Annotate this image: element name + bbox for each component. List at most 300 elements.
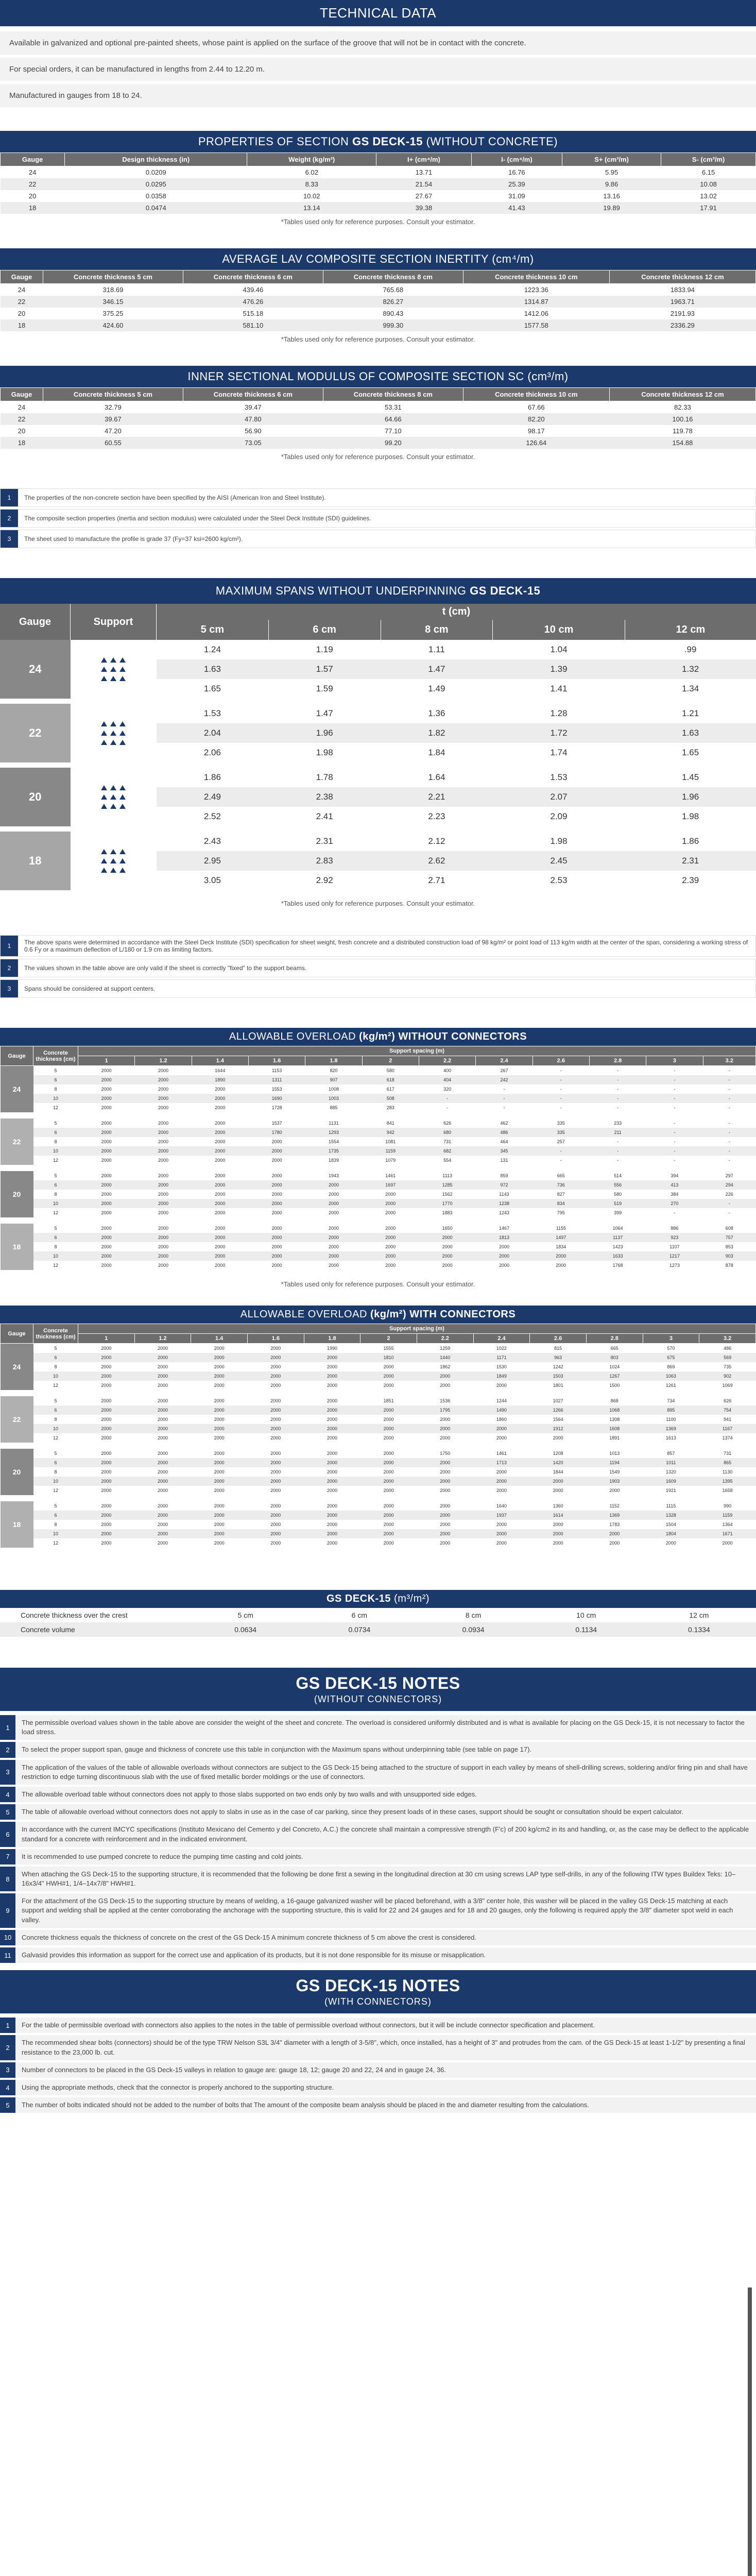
span-cell: 1.11 xyxy=(381,640,493,659)
overload-cell: 2000 xyxy=(215,1121,226,1126)
spacing-col: 3 xyxy=(646,1056,703,1066)
overload-cell: 1208 xyxy=(553,1451,563,1456)
list-number: 3 xyxy=(1,980,18,997)
table-cell: 39.47 xyxy=(245,403,262,411)
overload-cell: 2000 xyxy=(135,1180,192,1190)
note-item xyxy=(0,2097,756,2115)
gauge-cell: 18 xyxy=(0,832,71,890)
spacer-row xyxy=(1,1390,756,1396)
note-number: 5 xyxy=(0,2097,15,2113)
overload-cell: 868 xyxy=(610,1398,618,1403)
overload-cell: 941 xyxy=(724,1417,732,1422)
support-triangle-icon xyxy=(119,667,126,672)
overload-cell: 242 xyxy=(476,1075,532,1084)
span-cell: 2.09 xyxy=(493,807,625,826)
note-number: 5 xyxy=(0,1804,15,1820)
overload-cell: 2000 xyxy=(101,1068,112,1073)
overload-cell: 2000 xyxy=(191,1529,248,1538)
overload-cell: - xyxy=(728,1121,730,1126)
overload-cell: 865 xyxy=(699,1458,756,1467)
ov2-gauge-header: Gauge xyxy=(1,1324,33,1344)
overload-cell: 2000 xyxy=(101,1244,112,1249)
overload-cell: 2000 xyxy=(271,1263,282,1268)
support-cell xyxy=(71,640,157,699)
overload-cell: 2000 xyxy=(327,1503,337,1509)
overload-cell: 1713 xyxy=(473,1458,530,1467)
overload-cell: 2000 xyxy=(191,1511,248,1520)
table-cell: 9.86 xyxy=(562,178,661,190)
overload-cell: 10 xyxy=(33,1146,78,1156)
overload-cell: - xyxy=(503,1087,505,1092)
gauge-cell: 22 xyxy=(1,1396,33,1443)
overload-cell: 2000 xyxy=(215,1226,226,1231)
table-cell: 77.10 xyxy=(385,427,402,435)
note-item xyxy=(0,2035,756,2062)
spacer-row xyxy=(1,1165,756,1171)
overload-cell: 2000 xyxy=(101,1383,112,1388)
overload-cell: 10 xyxy=(33,1251,78,1261)
overload-cell: 1633 xyxy=(589,1251,646,1261)
spacer-row xyxy=(0,699,756,704)
overload-cell: 2000 xyxy=(383,1469,394,1475)
table-row xyxy=(0,768,756,787)
overload-cell: 2000 xyxy=(304,1458,360,1467)
overload-cell: 907 xyxy=(305,1075,362,1084)
table-cell: 581.10 xyxy=(183,319,323,331)
table-cell: 18 xyxy=(1,319,43,331)
overload-cell: - xyxy=(728,1139,730,1144)
overload-cell: 2000 xyxy=(362,1233,419,1242)
overload-cell: 2000 xyxy=(158,1210,168,1215)
overload-cell: 1008 xyxy=(328,1087,339,1092)
note-number: 2 xyxy=(0,2035,15,2060)
gauge-cell: 24 xyxy=(1,1066,33,1113)
overload-cell: 2000 xyxy=(304,1371,360,1381)
span-cell: 1.36 xyxy=(381,704,493,723)
overload-cell: 626 xyxy=(443,1121,452,1126)
overload-cell: 2000 xyxy=(101,1121,112,1126)
table-cell: 1577.58 xyxy=(463,319,609,331)
spacer-cell xyxy=(1,1443,756,1449)
overload-cell: 2000 xyxy=(304,1529,360,1538)
overload-cell: 2000 xyxy=(157,1540,168,1546)
overload-cell: 2000 xyxy=(135,1094,192,1103)
overload-cell: 2000 xyxy=(417,1371,473,1381)
overload-cell: 1795 xyxy=(417,1405,473,1415)
modulus-header: Concrete thickness 5 cm xyxy=(43,388,183,401)
overload-cell: 226 xyxy=(725,1192,733,1197)
overload-cell: 1461 xyxy=(496,1451,507,1456)
spacing-col: 1.4 xyxy=(191,1334,248,1344)
overload-cell: - xyxy=(674,1105,676,1110)
note-text: To select the proper support span, gauge and thickness of concrete use this table in conjunction with the Maximum spans without underpinning table (see table on page 17). xyxy=(22,1745,532,1754)
support-triangle-icon xyxy=(110,731,116,736)
overload-cell: 2000 xyxy=(215,1087,226,1092)
overload-cell: 1360 xyxy=(553,1503,563,1509)
span-cell: 1.86 xyxy=(157,768,269,787)
overload-cell: - xyxy=(476,1094,532,1103)
table-cell: 82.20 xyxy=(463,413,609,425)
properties-table xyxy=(0,152,756,214)
table-row xyxy=(1,1344,756,1353)
overload-cell: 2000 xyxy=(440,1488,451,1493)
overload-cell: 1503 xyxy=(530,1371,587,1381)
overload-cell: 2000 xyxy=(270,1451,281,1456)
overload-cell: 1728 xyxy=(271,1105,282,1110)
overload-cell: 2000 xyxy=(135,1128,192,1137)
spacing-col: 1 xyxy=(78,1334,135,1344)
table-row xyxy=(1,1103,756,1112)
overload-cell: - xyxy=(728,1105,730,1110)
list-text: The sheet used to manufacture the profile is grade 37 (Fy=37 ksi=2600 kg/cm²). xyxy=(24,535,243,543)
volume-cell: 8 cm xyxy=(465,1611,482,1619)
table-cell: 318.69 xyxy=(102,286,124,294)
overload-cell: 2000 xyxy=(214,1522,225,1527)
overload-cell: - xyxy=(703,1094,755,1103)
overload-cell: 2000 xyxy=(383,1488,394,1493)
overload-cell: 2000 xyxy=(78,1529,135,1538)
overload-cell: 2000 xyxy=(530,1477,587,1486)
support-triangle-icon xyxy=(119,676,126,681)
overload-cell: 2000 xyxy=(157,1451,168,1456)
span-cell: 2.06 xyxy=(157,743,269,762)
inertia-header: Concrete thickness 8 cm xyxy=(323,270,463,284)
overload-cell: 2000 xyxy=(214,1417,225,1422)
overload-cell: - xyxy=(617,1105,619,1110)
table-cell: 1833.94 xyxy=(670,286,695,294)
overload-cell: 1562 xyxy=(442,1192,453,1197)
overload-cell: 10 xyxy=(33,1424,78,1433)
spacer-cell xyxy=(1,1495,756,1501)
overload-cell: 2000 xyxy=(383,1503,394,1509)
note-item xyxy=(0,1715,756,1742)
spacing-col: 2.8 xyxy=(589,1056,646,1066)
overload-cell: 902 xyxy=(699,1371,756,1381)
overload-cell: 1903 xyxy=(586,1477,643,1486)
support-row-icon xyxy=(101,721,126,726)
overload-cell: 2000 xyxy=(440,1417,451,1422)
overload-cell: 1891 xyxy=(609,1435,620,1440)
overload-cell: 1167 xyxy=(699,1424,756,1433)
span-cell: 1.49 xyxy=(381,679,493,699)
overload-cell: 2000 xyxy=(134,1511,191,1520)
span-cell: 1.28 xyxy=(493,704,625,723)
overload-cell: 8 xyxy=(54,1192,57,1197)
inertia-footnote: *Tables used only for reference purposes. Consult your estimator. xyxy=(281,335,475,343)
spacing-col: 2.2 xyxy=(419,1056,475,1066)
span-cell: 2.45 xyxy=(493,851,625,871)
overload-cell: 10 xyxy=(33,1199,78,1208)
spacing-col: 2.6 xyxy=(532,1056,589,1066)
support-diagram-icon xyxy=(71,849,157,873)
overload-cell: 1440 xyxy=(417,1353,473,1362)
overload-cell: 2000 xyxy=(158,1244,168,1249)
spacing-col: 1.6 xyxy=(247,1334,304,1344)
span-cell: 2.62 xyxy=(381,851,493,871)
support-triangle-icon xyxy=(119,657,126,663)
overload-cell: 2000 xyxy=(270,1540,281,1546)
table-row xyxy=(1,1261,756,1270)
spans-support-header: Support xyxy=(71,604,157,640)
properties-header: I- (cm⁴/m) xyxy=(471,153,562,166)
spacer-row xyxy=(0,890,756,895)
overload-cell: 1750 xyxy=(440,1451,451,1456)
modulus-header: Concrete thickness 12 cm xyxy=(609,388,755,401)
overload-cell: 12 xyxy=(53,1435,58,1440)
overload-cell: - xyxy=(419,1094,475,1103)
support-cell xyxy=(71,832,157,890)
overload-cell: 556 xyxy=(589,1180,646,1190)
overload-cell: 2000 xyxy=(157,1417,168,1422)
gauge-cell: 20 xyxy=(1,1171,33,1217)
overload-cell: 8 xyxy=(54,1244,57,1249)
note-text: Concrete thickness equals the thickness of concrete on the crest of the GS Deck-15 A minimum concrete thickness of 5 cm above the crest is considered. xyxy=(22,1933,476,1941)
note-text: The table of allowable overload without connectors does not apply to slabs in use as in the case of car parking, since they present loads of in these cases, support should be sought or consultation should be expert calculator. xyxy=(22,1808,683,1816)
overload-cell: 1244 xyxy=(496,1398,507,1403)
gauge-cell: 18 xyxy=(1,1224,33,1270)
overload-cell: 2000 xyxy=(247,1477,304,1486)
table-row xyxy=(1,1405,756,1415)
support-cell xyxy=(71,768,157,826)
table-cell: 60.55 xyxy=(43,437,183,449)
properties-header: S- (cm³/m) xyxy=(661,153,756,166)
overload-cell: 1671 xyxy=(699,1529,756,1538)
overload-cell: 1697 xyxy=(362,1180,419,1190)
overload-cell: 5 xyxy=(54,1398,57,1403)
overload-cell: 570 xyxy=(667,1346,675,1351)
table-row xyxy=(1,190,756,202)
table-cell: 22 xyxy=(1,413,43,425)
overload-cell: 1768 xyxy=(612,1263,623,1268)
table-cell: 765.68 xyxy=(383,286,404,294)
spacer-row xyxy=(1,1112,756,1118)
overload-cell: 2000 xyxy=(328,1192,339,1197)
technical-notes xyxy=(0,31,756,110)
table-row xyxy=(1,1538,756,1548)
overload-cell: 2000 xyxy=(383,1383,394,1388)
table-row xyxy=(1,1477,756,1486)
overload-cell: - xyxy=(617,1068,619,1073)
spacer-row xyxy=(0,826,756,832)
table-row xyxy=(1,1208,756,1217)
overload-cell: 2000 xyxy=(157,1488,168,1493)
table-cell: 98.17 xyxy=(528,427,545,435)
overload-cell: 2000 xyxy=(442,1244,453,1249)
table-row xyxy=(1,1529,756,1538)
table-cell: 24 xyxy=(18,286,26,294)
overload-cell: 10 xyxy=(33,1371,78,1381)
list-item xyxy=(0,979,756,998)
table-cell: 0.0295 xyxy=(65,178,247,190)
overload-cell: 815 xyxy=(554,1346,562,1351)
technical-note: Manufactured in gauges from 18 to 24. xyxy=(0,84,756,110)
span-cell: 1.64 xyxy=(381,768,493,787)
overload-cell: 1285 xyxy=(419,1180,475,1190)
overload-cell: 2000 xyxy=(101,1540,112,1546)
note-item xyxy=(0,1930,756,1947)
overload-cell: 1273 xyxy=(669,1263,680,1268)
note-number: 7 xyxy=(0,1849,15,1865)
overload-cell: 8 xyxy=(54,1139,57,1144)
overload-cell: 5 xyxy=(54,1451,57,1456)
support-diagram-icon xyxy=(71,721,157,745)
table-row xyxy=(0,704,756,723)
overload-with-table xyxy=(0,1324,756,1554)
table-row xyxy=(1,1224,756,1233)
table-row xyxy=(1,319,756,331)
overload-cell: 1849 xyxy=(473,1371,530,1381)
table-cell: 20 xyxy=(28,192,37,200)
overload-cell: 2000 xyxy=(192,1251,248,1261)
spans-t-col: 12 cm xyxy=(625,620,756,640)
overload-cell: 2000 xyxy=(214,1398,225,1403)
span-cell: 1.63 xyxy=(157,659,269,679)
overload-cell: 2000 xyxy=(383,1435,394,1440)
overload-with-title: ALLOWABLE OVERLOAD (kg/m²) WITH CONNECTORS xyxy=(0,1306,756,1324)
table-cell: 1314.87 xyxy=(463,296,609,308)
table-cell: 19.89 xyxy=(562,202,661,214)
overload-cell: 618 xyxy=(362,1075,419,1084)
overload-cell: - xyxy=(617,1139,619,1144)
overload-cell: 2000 xyxy=(270,1364,281,1369)
overload-cell: 2000 xyxy=(158,1226,168,1231)
overload-cell: - xyxy=(728,1087,730,1092)
spans-t-col: 5 cm xyxy=(157,620,269,640)
overload-cell: 757 xyxy=(703,1233,755,1242)
overload-cell: 2000 xyxy=(191,1424,248,1433)
overload-cell: 885 xyxy=(330,1105,338,1110)
table-row xyxy=(1,284,756,296)
overload-cell: 508 xyxy=(362,1094,419,1103)
table-cell: 100.16 xyxy=(609,413,755,425)
overload-cell: 2000 xyxy=(214,1488,225,1493)
table-row xyxy=(1,1433,756,1443)
table-cell: 999.30 xyxy=(323,319,463,331)
overload-cell: 404 xyxy=(419,1075,475,1084)
spacer-row xyxy=(0,762,756,768)
overload-cell: 12 xyxy=(53,1210,58,1215)
ov1-thick-header: Concrete thickness (cm) xyxy=(33,1046,78,1066)
table-cell: 47.20 xyxy=(105,427,122,435)
note-text: Using the appropriate methods, check that the connector is properly anchored to the supporting structure. xyxy=(22,2083,334,2091)
table-row xyxy=(1,1362,756,1371)
overload-cell: 820 xyxy=(330,1068,338,1073)
support-triangle-icon xyxy=(110,849,116,854)
support-diagram-icon xyxy=(71,657,157,681)
overload-cell: 1243 xyxy=(499,1210,509,1215)
overload-cell: 834 xyxy=(532,1199,589,1208)
inertia-header: Concrete thickness 6 cm xyxy=(183,270,323,284)
spacing-col: 3 xyxy=(643,1334,699,1344)
support-triangle-icon xyxy=(119,868,126,873)
table-cell: 10.02 xyxy=(303,192,320,200)
table-row xyxy=(1,1128,756,1137)
overload-cell: - xyxy=(703,1199,755,1208)
overload-cell: 1943 xyxy=(328,1173,339,1178)
overload-cell: 12 xyxy=(53,1540,58,1546)
overload-cell: 795 xyxy=(557,1210,565,1215)
overload-cell: 384 xyxy=(671,1192,679,1197)
overload-cell: 2000 xyxy=(135,1251,192,1261)
overload-cell: 2000 xyxy=(101,1364,112,1369)
note-number: 6 xyxy=(0,1822,15,1846)
overload-cell: - xyxy=(646,1128,703,1137)
overload-cell: 2000 xyxy=(158,1105,168,1110)
overload-cell: 2000 xyxy=(101,1087,112,1092)
overload-cell: 2000 xyxy=(101,1105,112,1110)
overload-cell: 2000 xyxy=(214,1346,225,1351)
overload-cell: 8 xyxy=(54,1087,57,1092)
overload-cell: 2000 xyxy=(78,1094,135,1103)
inertia-title: AVERAGE LAV COMPOSITE SECTION INERTITY (cm⁴/m) xyxy=(0,248,756,270)
note-number: 10 xyxy=(0,1930,15,1945)
overload-without-table xyxy=(0,1046,756,1276)
overload-cell: 2000 xyxy=(271,1192,282,1197)
overload-cell: - xyxy=(674,1087,676,1092)
overload-cell: 1143 xyxy=(499,1192,509,1197)
modulus-table xyxy=(0,387,756,449)
overload-cell: 2000 xyxy=(305,1251,362,1261)
overload-cell: 2000 xyxy=(214,1503,225,1509)
overload-cell: 2000 xyxy=(327,1488,337,1493)
overload-cell: 2000 xyxy=(327,1469,337,1475)
overload-cell: - xyxy=(589,1075,646,1084)
spacing-col: 1 xyxy=(78,1056,135,1066)
overload-cell: 2000 xyxy=(101,1263,112,1268)
overload-without-footnote: *Tables used only for reference purposes. Consult your estimator. xyxy=(281,1280,475,1288)
span-cell: 1.78 xyxy=(268,768,381,787)
span-cell: 1.65 xyxy=(625,743,756,762)
overload-cell: - xyxy=(703,1146,755,1156)
overload-cell: 1081 xyxy=(385,1139,396,1144)
spacing-col: 1.4 xyxy=(192,1056,248,1066)
span-cell: 2.52 xyxy=(157,807,269,826)
table-row xyxy=(1,1486,756,1495)
spacer-cell xyxy=(1,1165,756,1171)
overload-cell: 1328 xyxy=(643,1511,699,1520)
overload-cell: 2000 xyxy=(496,1522,507,1527)
overload-cell: 1613 xyxy=(665,1435,676,1440)
overload-cell: 878 xyxy=(725,1263,733,1268)
spans-t-header: t (cm) xyxy=(157,604,756,620)
note-item xyxy=(0,1787,756,1804)
spacing-col: 2 xyxy=(362,1056,419,1066)
table-row xyxy=(1,1233,756,1242)
technical-note: For special orders, it can be manufactured in lengths from 2.44 to 12.20 m. xyxy=(0,58,756,84)
overload-cell: 2000 xyxy=(328,1263,339,1268)
span-cell: 1.72 xyxy=(493,723,625,743)
overload-cell: 2000 xyxy=(158,1192,168,1197)
overload-cell: 1013 xyxy=(609,1451,620,1456)
table-row xyxy=(1,1118,756,1128)
overload-cell: 2000 xyxy=(247,1353,304,1362)
volume-cell: 0.0634 xyxy=(188,1622,302,1637)
gauge-cell: 20 xyxy=(0,768,71,826)
side-marker xyxy=(748,2287,752,2576)
overload-cell: 2000 xyxy=(419,1251,475,1261)
note-number: 4 xyxy=(0,1787,15,1802)
overload-cell: 2000 xyxy=(134,1405,191,1415)
support-triangle-icon xyxy=(119,721,126,726)
overload-cell: 731 xyxy=(443,1139,452,1144)
overload-cell: 2000 xyxy=(328,1210,339,1215)
span-cell: 1.53 xyxy=(493,768,625,787)
support-triangle-icon xyxy=(101,740,107,745)
overload-cell: 2000 xyxy=(157,1398,168,1403)
overload-cell: - xyxy=(703,1075,755,1084)
overload-cell: 2000 xyxy=(383,1364,394,1369)
support-triangle-icon xyxy=(110,794,116,800)
